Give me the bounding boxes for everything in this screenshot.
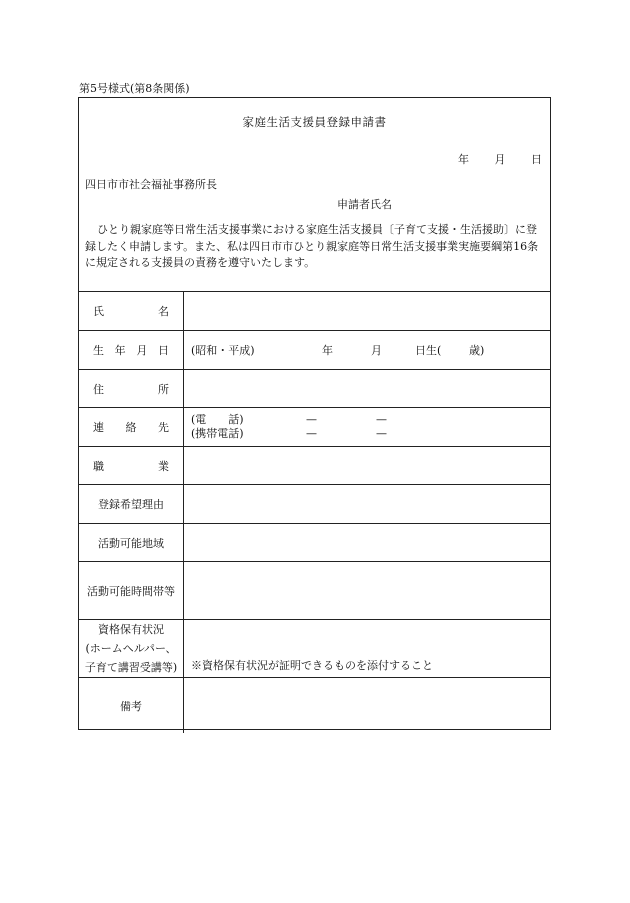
label-area: 活動可能地域 [79, 524, 184, 561]
qualification-field[interactable] [184, 620, 550, 677]
mobile-dash: — [306, 427, 317, 440]
qualification-note: ※資格保有状況が証明できるものを添付すること [191, 659, 433, 672]
date-day-label: 日 [531, 153, 542, 166]
area-field[interactable] [184, 524, 550, 561]
row-remarks [79, 677, 550, 733]
mobile-label: (携帯電話) [191, 427, 244, 440]
birthdate-field[interactable] [184, 331, 550, 369]
contact-field[interactable] [184, 408, 550, 446]
row-address [79, 369, 550, 407]
mobile-line [191, 427, 446, 441]
label-contact: 連 絡 先 [79, 408, 184, 446]
phone-label: (電 話) [191, 413, 244, 426]
label-reason: 登録希望理由 [79, 485, 184, 523]
label-remarks: 備考 [79, 678, 184, 733]
row-area [79, 523, 550, 561]
reason-field[interactable] [184, 485, 550, 523]
label-birthdate: 生 年 月 日 [79, 331, 184, 369]
row-name [79, 291, 550, 330]
date-line [458, 151, 542, 167]
row-qualification [79, 619, 550, 677]
application-form [78, 97, 551, 730]
phone-dash: — [306, 413, 317, 426]
occupation-field[interactable] [184, 447, 550, 484]
applicant-name-label: 申請者氏名 [337, 198, 392, 211]
label-address: 住 所 [79, 370, 184, 407]
row-contact [79, 407, 550, 446]
birth-month-label: 月 [371, 344, 382, 357]
row-time [79, 561, 550, 619]
declaration-text: ひとり親家庭等日常生活支援事業における家庭生活支援員〔子育て支援・生活援助〕に登録したく申請します。また、私は四日市市ひとり親家庭等日常生活支援事業実施要綱第16条に規定される支援員の責務を遵守いたします。 [85, 223, 539, 269]
label-name: 氏 名 [79, 292, 184, 330]
row-reason [79, 484, 550, 523]
birth-year-label: 年 [322, 344, 333, 357]
row-occupation [79, 446, 550, 484]
age-label: 歳) [469, 344, 485, 357]
addressee: 四日市市社会福祉事務所長 [85, 178, 217, 191]
name-field[interactable] [184, 292, 550, 330]
form-title: 家庭生活支援員登録申請書 [242, 115, 387, 129]
birth-day-label: 日生( [415, 344, 442, 357]
label-time: 活動可能時間帯等 [79, 562, 184, 619]
row-birthdate [79, 330, 550, 369]
address-field[interactable] [184, 370, 550, 407]
phone-dash: — [376, 413, 387, 426]
era-options: (昭和・平成) [191, 344, 255, 357]
form-number: 第5号様式(第8条関係) [79, 82, 190, 95]
phone-line [191, 413, 446, 427]
date-year-label: 年 [458, 153, 469, 166]
label-occupation: 職 業 [79, 447, 184, 484]
remarks-field[interactable] [184, 678, 550, 733]
date-month-label: 月 [494, 153, 506, 166]
form-table [79, 291, 550, 733]
label-qualification: 資格保有状況 (ホームヘルパー、 子育て講習受講等) [79, 620, 184, 677]
time-field[interactable] [184, 562, 550, 619]
mobile-dash: — [376, 427, 387, 440]
